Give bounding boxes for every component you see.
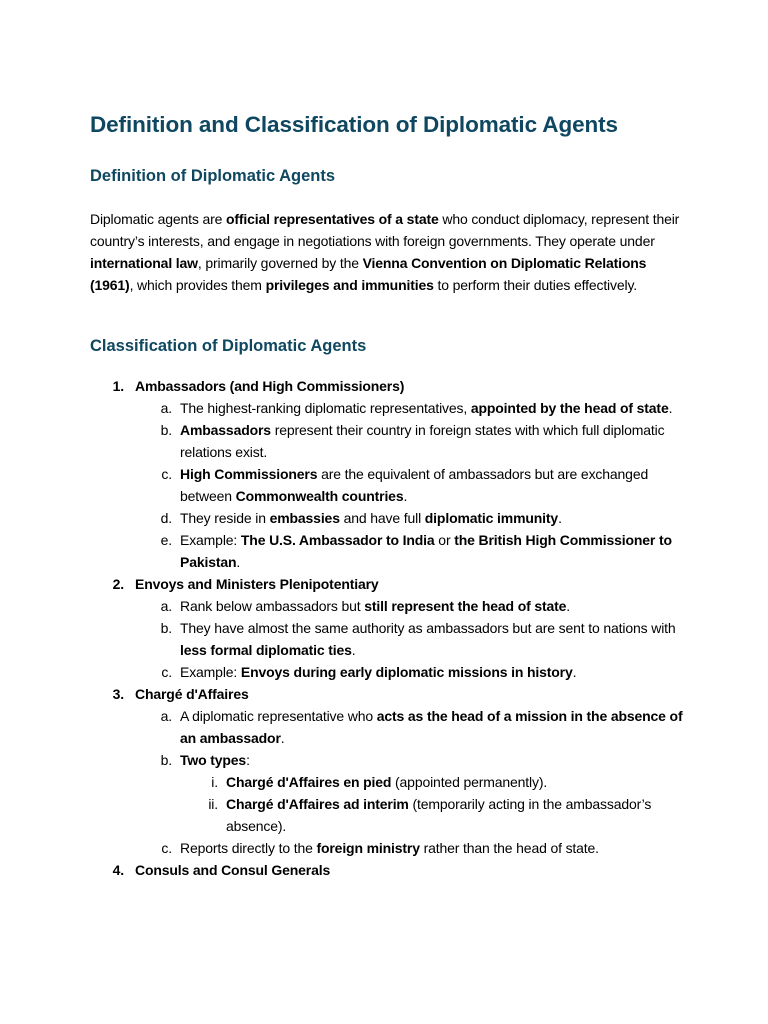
text-run: to perform their duties effectively. xyxy=(433,277,638,293)
list-marker: c. xyxy=(161,664,172,680)
sub-list-item xyxy=(90,529,690,573)
list-item-label: Consuls and Consul Generals xyxy=(135,862,331,878)
list-item-text: Reports directly to the foreign ministry rather than the head of state. xyxy=(180,840,599,856)
sub-sub-list-item xyxy=(90,771,690,793)
bold-run: privileges and immunities xyxy=(265,277,434,293)
list-marker: a. xyxy=(160,708,172,724)
sub-list-item xyxy=(90,595,690,617)
sub-list-item xyxy=(90,661,690,683)
list-item-text: High Commissioners are the equivalent of ambassadors but are exchanged between Commonwealth countries. xyxy=(180,466,649,504)
sub-list-item xyxy=(90,419,690,463)
list-marker: c. xyxy=(161,466,172,482)
list-item xyxy=(90,375,690,397)
list-item-label: Ambassadors (and High Commissioners) xyxy=(135,378,405,394)
text-run: who conduct diplomacy, represent their country’s interests, and engage in negotiations with foreign governments. They operate under xyxy=(90,211,680,249)
sub-list-item xyxy=(90,463,690,507)
list-item-label: Envoys and Ministers Plenipotentiary xyxy=(135,576,379,592)
list-marker: a. xyxy=(160,400,172,416)
list-marker: 2. xyxy=(112,576,124,592)
list-item xyxy=(90,683,690,705)
text-run: Diplomatic agents are xyxy=(90,211,226,227)
sub-list-item xyxy=(90,837,690,859)
list-marker: 3. xyxy=(112,686,124,702)
bold-run: Vienna Convention on Diplomatic Relations (1961) xyxy=(90,255,647,293)
list-item xyxy=(90,859,690,881)
definition-heading: Definition of Diplomatic Agents xyxy=(90,167,336,185)
text-run: , primarily governed by the xyxy=(197,255,363,271)
list-item-label: Chargé d'Affaires xyxy=(135,686,249,702)
sub-sub-list-item xyxy=(90,793,690,837)
list-item-text: Chargé d'Affaires ad interim (temporarily acting in the ambassador’s absence). xyxy=(226,796,652,834)
list-marker: d. xyxy=(160,510,172,526)
list-marker: i. xyxy=(211,774,218,790)
list-marker: ii. xyxy=(208,796,218,812)
list-marker: a. xyxy=(160,598,172,614)
bold-run: international law xyxy=(90,255,198,271)
classification-list xyxy=(90,375,690,881)
list-item xyxy=(90,573,690,595)
text-run: , which provides them xyxy=(129,277,266,293)
sub-list-item xyxy=(90,705,690,749)
list-item-text: Example: Envoys during early diplomatic missions in history. xyxy=(180,664,577,680)
list-item-text: Rank below ambassadors but still represent the head of state. xyxy=(180,598,571,614)
list-marker: b. xyxy=(160,620,172,636)
list-item-text: Two types: xyxy=(180,752,250,768)
sub-list-item xyxy=(90,749,690,771)
list-item-text: The highest-ranking diplomatic representatives, appointed by the head of state. xyxy=(180,400,673,416)
list-item-text: They reside in embassies and have full diplomatic immunity. xyxy=(180,510,562,526)
list-item-text: They have almost the same authority as ambassadors but are sent to nations with less formal diplomatic ties. xyxy=(180,620,676,658)
list-marker: 1. xyxy=(112,378,124,394)
list-marker: e. xyxy=(160,532,172,548)
definition-paragraph xyxy=(90,208,682,296)
page-title: Definition and Classification of Diplomatic Agents xyxy=(90,112,618,137)
list-marker: b. xyxy=(160,422,172,438)
sub-list-item xyxy=(90,507,690,529)
bold-run: official representatives of a state xyxy=(226,211,439,227)
list-item-text: Ambassadors represent their country in foreign states with which full diplomatic relations exist. xyxy=(180,422,665,460)
list-item-text: Example: The U.S. Ambassador to India or the British High Commissioner to Pakistan. xyxy=(180,532,672,570)
sub-list-item xyxy=(90,617,690,661)
list-item-text: A diplomatic representative who acts as the head of a mission in the absence of an ambassador. xyxy=(180,708,683,746)
list-marker: b. xyxy=(160,752,172,768)
sub-list-item xyxy=(90,397,690,419)
list-marker: 4. xyxy=(112,862,124,878)
classification-heading: Classification of Diplomatic Agents xyxy=(90,337,367,355)
list-item-text: Chargé d'Affaires en pied (appointed permanently). xyxy=(226,774,548,790)
list-marker: c. xyxy=(161,840,172,856)
